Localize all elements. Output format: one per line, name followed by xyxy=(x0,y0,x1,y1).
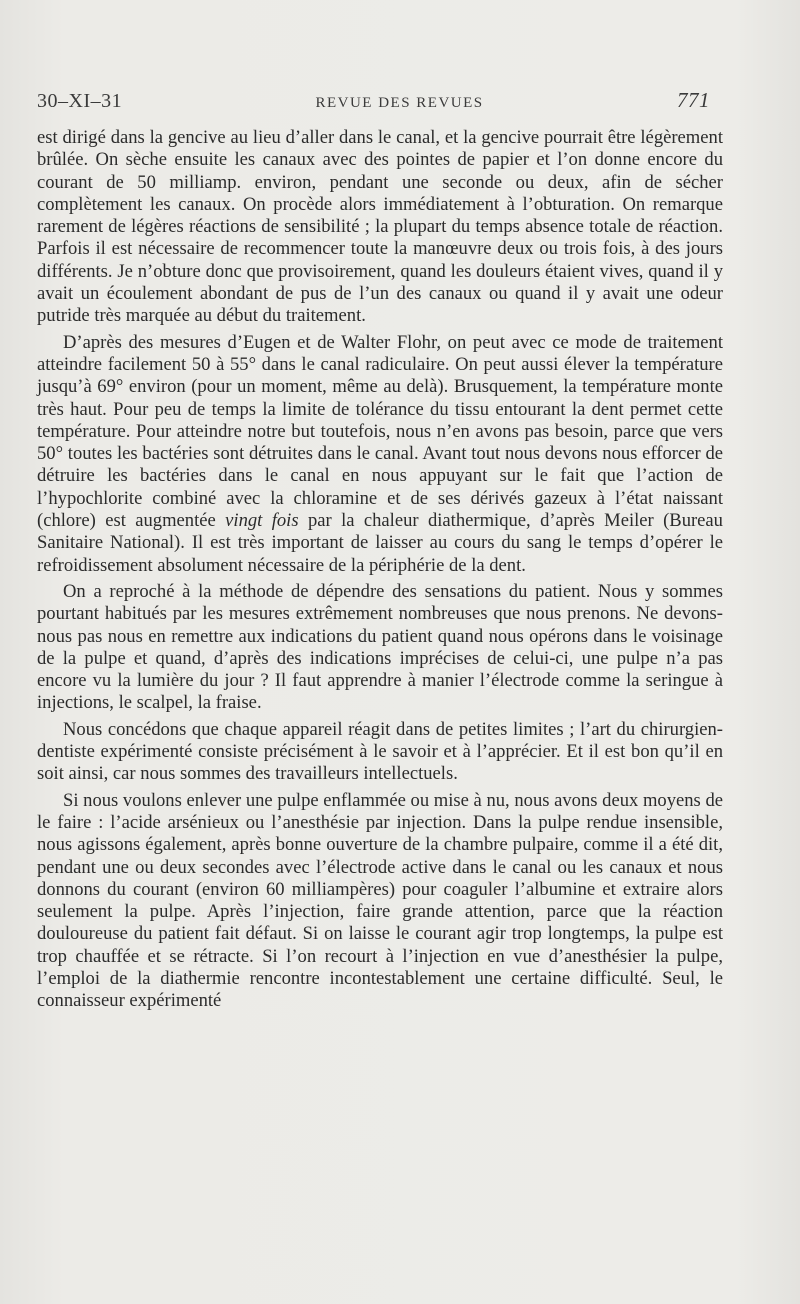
paragraph-2-part-1: D’après des mesures d’Eugen et de Walter Flohr, on peut avec ce mode de traitement atteindre facilement 50 à 55° dans le canal radiculaire. On peut aussi élever la température jusqu’à 69° environ (pour un moment, même au delà). Brusquement, la température monte très haut. Pour peu de temps la limite de tolérance du tissu entourant la dent permet cette température. Pour atteindre notre but toutefois, nous n’en avons pas besoin, parce que vers 50° toutes les bactéries sont détruites dans le canal. Avant tout nous devons nous efforcer de détruire les bactéries dans le canal en nous appuyant sur le fait que l’action de l’hypochlorite combiné avec la chloramine et de ses dérivés gazeux à l’état naissant (chlore) est augmentée xyxy=(37,331,723,532)
paragraph-2-emphasis: vingt fois xyxy=(225,510,299,532)
paragraph-3: On a reproché à la méthode de dépendre des sensations du patient. Nous y sommes pourtant habitués par les mesures extrêmement nombreuses que nous prenons. Ne devons-nous pas nous en remettre aux indications du patient quand nous opérons dans le voisinage de la pulpe et quand, d’après des indications imprécises de celui-ci, une pulpe n’a pas encore vu la lumière du jour ? Il faut apprendre à manier l’électrode comme la seringue à injections, le scalpel, la fraise. xyxy=(37,580,723,714)
running-header xyxy=(37,88,710,113)
page-number: 771 xyxy=(677,88,710,112)
header-title: REVUE DES REVUES xyxy=(315,95,484,111)
paragraph-4: Nous concédons que chaque appareil réagit dans de petites limites ; l’art du chirurgien-dentiste expérimenté consiste précisément à le savoir et à l’apprécier. Et il est bon qu’il en soit ainsi, car nous sommes des travailleurs intellectuels. xyxy=(37,718,723,785)
header-date: 30–XI–31 xyxy=(37,90,123,112)
paragraph-2 xyxy=(37,332,723,577)
paragraph-5: Si nous voulons enlever une pulpe enflammée ou mise à nu, nous avons deux moyens de le faire : l’acide arsénieux ou l’anesthésie par injection. Dans la pulpe rendue insensible, nous agissons également, après bonne ouverture de la chambre pulpaire, comme il a été dit, pendant une ou deux secondes avec l’électrode active dans le canal ou les canaux et nous donnons du courant (environ 60 milliampères) pour coaguler l’albumine et extraire alors seulement la pulpe. Après l’injection, faire grande attention, parce que la réaction douloureuse du patient fait défaut. Si on laisse le courant agir trop longtemps, la pulpe est trop chauffée et se rétracte. Si l’on recourt à l’injection en vue d’anesthésier la pulpe, l’emploi de la diathermie rencontre incontestablement une certaine difficulté. Seul, le connaisseur expérimenté xyxy=(37,789,723,1012)
paragraph-2-part-2: par la chaleur diathermique, d’après Meiler (Bureau Sanitaire National). Il est très important de laisser au cours du sang le temps d’opérer le refroidissement absolument nécessaire de la périphérie de la dent. xyxy=(37,510,723,576)
paragraph-1: est dirigé dans la gencive au lieu d’aller dans le canal, et la gencive pourrait être légèrement brûlée. On sèche ensuite les canaux avec des pointes de papier et l’on donne encore du courant de 50 milliamp. environ, pendant une seconde ou deux, afin de sécher complètement les canaux. On procède alors immédiatement à l’obturation. On remarque rarement de légères réactions de sensibilité ; la plupart du temps absence totale de réaction. Parfois il est nécessaire de recommencer toute la manœuvre deux ou trois fois, à des jours différents. Je n’obture donc que provisoirement, quand les douleurs étaient vives, quand il y avait un écoulement abondant de pus de l’un des canaux ou quand il y avait une odeur putride très marquée au début du traitement. xyxy=(37,127,723,327)
body-text xyxy=(37,127,723,1013)
